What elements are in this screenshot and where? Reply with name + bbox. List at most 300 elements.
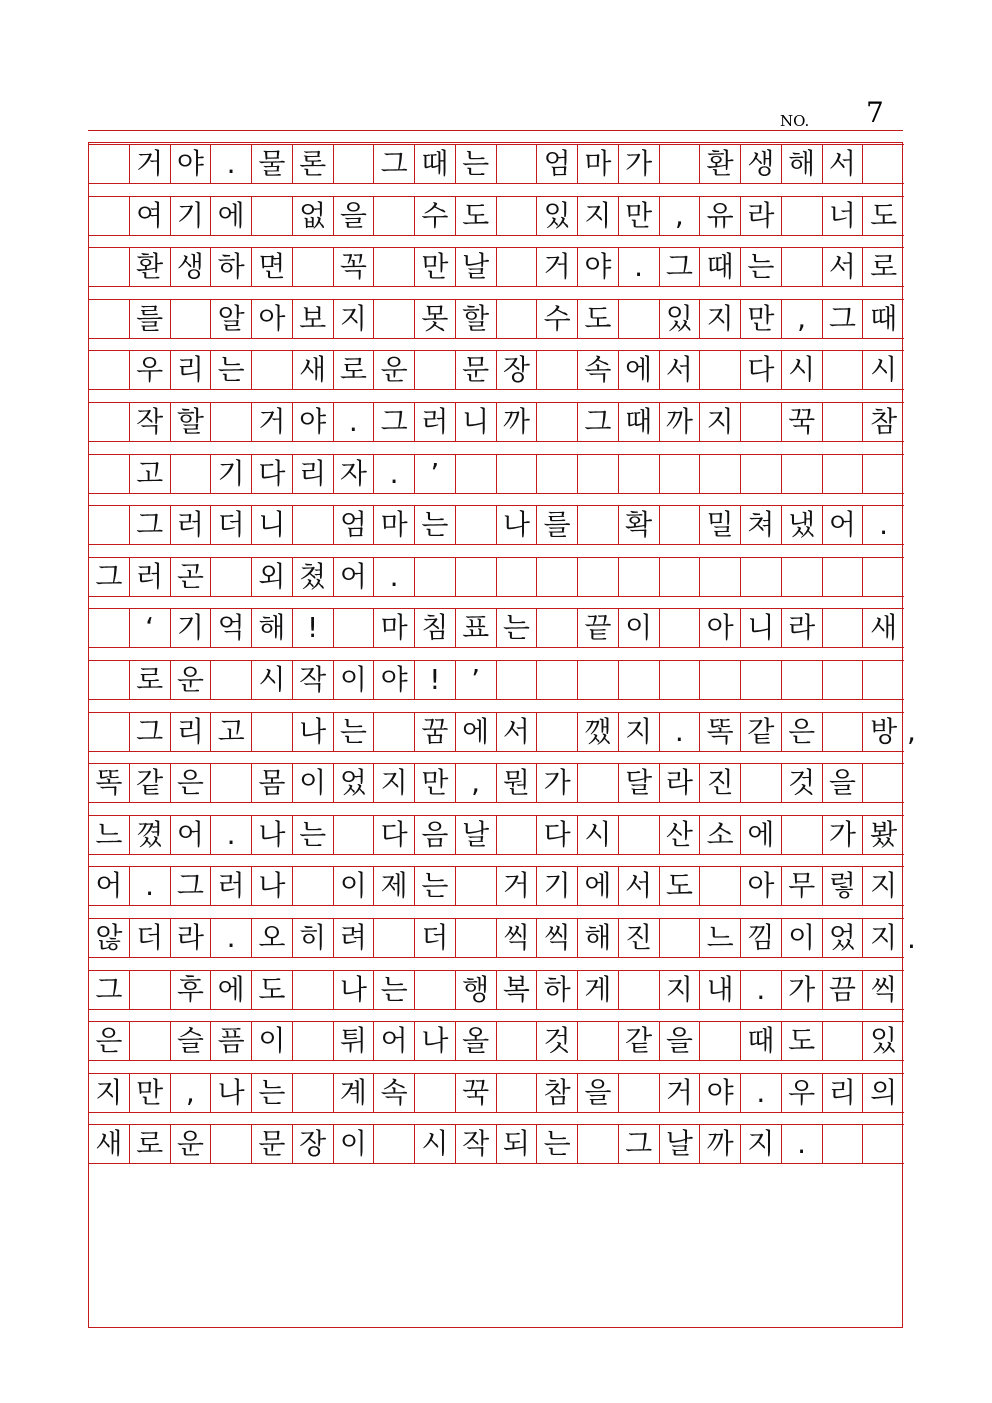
manuscript-cell: 새 (89, 1125, 130, 1163)
manuscript-cell: 만 (415, 248, 456, 286)
manuscript-cell: 우 (782, 1074, 823, 1112)
manuscript-cell: 깼 (578, 713, 619, 751)
manuscript-row (89, 763, 904, 803)
manuscript-row (89, 196, 904, 236)
manuscript-cell: 쳐 (741, 506, 782, 544)
manuscript-cell: 그 (823, 300, 864, 338)
manuscript-cell: 유 (700, 197, 741, 235)
manuscript-cell: 다 (374, 816, 415, 854)
manuscript-cell (456, 558, 497, 596)
manuscript-cell: 후 (171, 971, 212, 1009)
manuscript-cell: 장 (497, 351, 538, 389)
manuscript-cell (823, 351, 864, 389)
manuscript-cell: 진 (619, 919, 660, 957)
manuscript-cell: 다 (741, 351, 782, 389)
header-rule (88, 130, 903, 131)
manuscript-cell: 이 (782, 919, 823, 957)
manuscript-cell: 을 (660, 1022, 701, 1060)
manuscript-cell (374, 248, 415, 286)
manuscript-cell: 해 (578, 919, 619, 957)
manuscript-cell: 어 (374, 1022, 415, 1060)
manuscript-cell: 씩 (537, 919, 578, 957)
manuscript-cell: 니 (741, 609, 782, 647)
manuscript-sheet (88, 142, 916, 1328)
manuscript-cell: 나 (211, 1074, 252, 1112)
manuscript-cell: 속 (578, 351, 619, 389)
manuscript-cell: 이 (252, 1022, 293, 1060)
manuscript-cell: 생 (171, 248, 212, 286)
manuscript-cell: , (171, 1074, 212, 1112)
manuscript-cell: 히 (293, 919, 334, 957)
manuscript-cell: 로 (870, 250, 898, 284)
manuscript-cell (578, 1125, 619, 1163)
manuscript-cell: 야 (578, 248, 619, 286)
manuscript-cell (497, 661, 538, 699)
manuscript-cell (823, 403, 864, 441)
manuscript-cell (374, 197, 415, 235)
manuscript-cell: 아 (741, 867, 782, 905)
manuscript-cell: 진 (700, 764, 741, 802)
manuscript-row (89, 299, 904, 339)
manuscript-cell (415, 558, 456, 596)
manuscript-cell: 그 (89, 971, 130, 1009)
manuscript-cell: 여 (130, 197, 171, 235)
manuscript-cell (374, 919, 415, 957)
manuscript-cell (823, 609, 864, 647)
manuscript-cell: 이 (334, 1125, 375, 1163)
manuscript-cell (741, 661, 782, 699)
manuscript-row (89, 505, 904, 545)
manuscript-cell: 달 (619, 764, 660, 802)
manuscript-cell: 어 (823, 506, 864, 544)
manuscript-cell: 가 (782, 971, 823, 1009)
manuscript-cell (782, 661, 823, 699)
manuscript-cell (619, 455, 660, 493)
manuscript-cell: 다 (252, 455, 293, 493)
manuscript-cell: 지 (700, 403, 741, 441)
manuscript-cell (823, 661, 864, 699)
manuscript-cell: 의 (870, 1075, 898, 1109)
manuscript-cell (89, 197, 130, 235)
manuscript-cell: 는 (497, 609, 538, 647)
manuscript-cell: 픔 (211, 1022, 252, 1060)
manuscript-cell: 수 (415, 197, 456, 235)
manuscript-cell: 은 (171, 764, 212, 802)
manuscript-cell: 거 (130, 145, 171, 183)
manuscript-cell: 이 (293, 764, 334, 802)
manuscript-cell (619, 816, 660, 854)
manuscript-cell: 시 (578, 816, 619, 854)
manuscript-cell: 리 (293, 455, 334, 493)
manuscript-cell: 수 (537, 300, 578, 338)
manuscript-cell: 슬 (171, 1022, 212, 1060)
manuscript-cell: 지 (870, 869, 898, 903)
manuscript-cell: ’ (415, 455, 456, 493)
manuscript-cell (374, 713, 415, 751)
manuscript-cell: 로 (334, 351, 375, 389)
manuscript-cell: 다 (537, 816, 578, 854)
manuscript-cell: , (660, 197, 701, 235)
manuscript-cell (89, 506, 130, 544)
manuscript-cell (211, 764, 252, 802)
manuscript-cell: 까 (700, 1125, 741, 1163)
manuscript-cell: . (334, 403, 375, 441)
manuscript-cell: . (782, 1125, 823, 1163)
manuscript-cell: 도 (456, 197, 497, 235)
manuscript-cell: 게 (578, 971, 619, 1009)
manuscript-cell: 가 (823, 816, 864, 854)
manuscript-cell: 낌 (741, 919, 782, 957)
manuscript-cell: 에 (741, 816, 782, 854)
manuscript-cell (782, 558, 823, 596)
page-number-label: NO. (780, 112, 810, 130)
manuscript-cell: 에 (456, 713, 497, 751)
manuscript-cell: 지 (89, 1074, 130, 1112)
manuscript-cell (863, 764, 904, 802)
manuscript-cell: 곤 (171, 558, 212, 596)
manuscript-cell (619, 300, 660, 338)
manuscript-cell: 지 (619, 713, 660, 751)
manuscript-cell: 만 (741, 300, 782, 338)
manuscript-cell: 그 (374, 145, 415, 183)
manuscript-cell: 러 (415, 403, 456, 441)
manuscript-cell: 지 (741, 1125, 782, 1163)
manuscript-cell (456, 867, 497, 905)
manuscript-cell: 시 (870, 353, 898, 387)
manuscript-cell: 내 (700, 971, 741, 1009)
manuscript-cell: 새 (870, 611, 898, 645)
manuscript-cell: 운 (171, 1125, 212, 1163)
manuscript-cell: . (130, 867, 171, 905)
manuscript-cell: 라 (660, 764, 701, 802)
manuscript-row (89, 1021, 904, 1061)
manuscript-cell: 가 (619, 145, 660, 183)
manuscript-cell: 어 (89, 867, 130, 905)
manuscript-cell (660, 506, 701, 544)
manuscript-cell (89, 351, 130, 389)
manuscript-cell: 운 (374, 351, 415, 389)
manuscript-cell: 러 (130, 558, 171, 596)
manuscript-cell (252, 713, 293, 751)
manuscript-cell (823, 1022, 864, 1060)
manuscript-cell: 못 (415, 300, 456, 338)
manuscript-cell: 리 (823, 1074, 864, 1112)
manuscript-cell: 만 (130, 1074, 171, 1112)
manuscript-cell: 똑 (89, 764, 130, 802)
manuscript-row (89, 866, 904, 906)
manuscript-cell (497, 558, 538, 596)
manuscript-cell: 서 (823, 248, 864, 286)
manuscript-cell: 에 (211, 971, 252, 1009)
manuscript-cell (497, 197, 538, 235)
manuscript-cell: 침 (415, 609, 456, 647)
manuscript-cell: 도 (870, 198, 898, 232)
manuscript-cell: 서 (619, 867, 660, 905)
manuscript-cell (497, 1074, 538, 1112)
manuscript-cell: 니 (456, 403, 497, 441)
manuscript-cell (537, 455, 578, 493)
manuscript-cell: 나 (497, 506, 538, 544)
manuscript-cell: 꾹 (782, 403, 823, 441)
manuscript-cell (537, 403, 578, 441)
manuscript-cell: 것 (782, 764, 823, 802)
manuscript-cell (456, 506, 497, 544)
manuscript-cell: . (211, 145, 252, 183)
manuscript-cell: 이 (619, 609, 660, 647)
manuscript-cell (211, 1125, 252, 1163)
manuscript-cell: 운 (171, 661, 212, 699)
manuscript-cell: 야 (374, 661, 415, 699)
manuscript-cell: 도 (252, 971, 293, 1009)
manuscript-cell (619, 558, 660, 596)
manuscript-cell (415, 351, 456, 389)
manuscript-cell: 산 (660, 816, 701, 854)
manuscript-cell (497, 1022, 538, 1060)
manuscript-cell: 것 (537, 1022, 578, 1060)
manuscript-cell: 아 (700, 609, 741, 647)
manuscript-row (89, 402, 904, 442)
manuscript-cell: . (211, 816, 252, 854)
manuscript-cell: 너 (823, 197, 864, 235)
manuscript-cell: 우 (130, 351, 171, 389)
manuscript-cell (741, 558, 782, 596)
manuscript-cell: 는 (415, 506, 456, 544)
manuscript-cell (619, 971, 660, 1009)
manuscript-cell (211, 403, 252, 441)
manuscript-cell: 그 (171, 867, 212, 905)
manuscript-cell: 올 (456, 1022, 497, 1060)
manuscript-cell: 나 (293, 713, 334, 751)
manuscript-cell (782, 248, 823, 286)
manuscript-cell: 뭔 (497, 764, 538, 802)
manuscript-cell: 제 (374, 867, 415, 905)
manuscript-cell: ! (415, 661, 456, 699)
manuscript-cell (211, 558, 252, 596)
manuscript-cell (293, 1022, 334, 1060)
manuscript-cell (823, 713, 864, 751)
manuscript-cell: 있 (537, 197, 578, 235)
manuscript-cell: 때 (415, 145, 456, 183)
manuscript-cell: 더 (415, 919, 456, 957)
manuscript-cell: 지 (334, 300, 375, 338)
manuscript-cell: 지 (578, 197, 619, 235)
manuscript-cell (578, 455, 619, 493)
manuscript-cell (89, 661, 130, 699)
manuscript-cell: 꾹 (456, 1074, 497, 1112)
manuscript-cell: . (741, 971, 782, 1009)
manuscript-cell: 시 (782, 351, 823, 389)
manuscript-cell: 쳤 (293, 558, 334, 596)
manuscript-cell: 로 (130, 661, 171, 699)
manuscript-cell: 기 (171, 197, 212, 235)
manuscript-cell (89, 300, 130, 338)
manuscript-cell: 서 (660, 351, 701, 389)
manuscript-cell: 서 (497, 713, 538, 751)
manuscript-cell: 러 (211, 867, 252, 905)
manuscript-cell (171, 455, 212, 493)
page-number-value: 7 (866, 96, 884, 129)
manuscript-cell: 기 (537, 867, 578, 905)
manuscript-cell: 되 (497, 1125, 538, 1163)
manuscript-cell: . (374, 558, 415, 596)
manuscript-cell: 론 (293, 145, 334, 183)
manuscript-cell (700, 558, 741, 596)
manuscript-cell (252, 351, 293, 389)
manuscript-cell: 렇 (823, 867, 864, 905)
manuscript-cell: 은 (89, 1022, 130, 1060)
manuscript-cell: 느 (89, 816, 130, 854)
manuscript-cell: 자 (334, 455, 375, 493)
manuscript-cell: 시 (252, 661, 293, 699)
manuscript-cell: 거 (660, 1074, 701, 1112)
manuscript-cell: 같 (741, 713, 782, 751)
manuscript-cell: 거 (252, 403, 293, 441)
manuscript-cell (456, 455, 497, 493)
manuscript-row (89, 660, 904, 700)
manuscript-cell (497, 816, 538, 854)
manuscript-cell (578, 558, 619, 596)
manuscript-cell (171, 300, 212, 338)
manuscript-cell: 만 (619, 197, 660, 235)
manuscript-cell (660, 455, 701, 493)
manuscript-cell (823, 1125, 864, 1163)
manuscript-cell: 참 (537, 1074, 578, 1112)
manuscript-cell: 은 (782, 713, 823, 751)
manuscript-cell: 는 (211, 351, 252, 389)
manuscript-cell (89, 403, 130, 441)
manuscript-cell: 냈 (782, 506, 823, 544)
manuscript-cell: . (660, 713, 701, 751)
manuscript-cell: 야 (700, 1074, 741, 1112)
manuscript-cell (741, 764, 782, 802)
manuscript-cell (293, 506, 334, 544)
manuscript-cell: 는 (252, 1074, 293, 1112)
manuscript-cell: 는 (334, 713, 375, 751)
manuscript-cell: 시 (415, 1125, 456, 1163)
manuscript-cell (660, 661, 701, 699)
manuscript-cell: 려 (334, 919, 375, 957)
manuscript-cell: . (879, 508, 889, 542)
manuscript-cell: 하 (211, 248, 252, 286)
manuscript-cell (782, 197, 823, 235)
manuscript-cell: 니 (252, 506, 293, 544)
manuscript-cell: 라 (741, 197, 782, 235)
manuscript-cell: 문 (456, 351, 497, 389)
manuscript-cell: 봤 (870, 817, 898, 851)
manuscript-cell: 문 (252, 1125, 293, 1163)
manuscript-cell (293, 971, 334, 1009)
manuscript-cell (537, 661, 578, 699)
manuscript-cell: 까 (497, 403, 538, 441)
manuscript-cell: 까 (660, 403, 701, 441)
manuscript-cell: 느 (700, 919, 741, 957)
manuscript-cell: 똑 (700, 713, 741, 751)
manuscript-cell (497, 145, 538, 183)
manuscript-cell (497, 300, 538, 338)
manuscript-cell (89, 713, 130, 751)
manuscript-cell (660, 919, 701, 957)
manuscript-cell: 지 (660, 971, 701, 1009)
manuscript-row (89, 918, 904, 958)
manuscript-cell (863, 145, 904, 183)
manuscript-cell: 마 (578, 145, 619, 183)
manuscript-cell: 참 (870, 405, 898, 438)
manuscript-cell: 그 (130, 506, 171, 544)
manuscript-cell (293, 248, 334, 286)
manuscript-cell: 었 (334, 764, 375, 802)
manuscript-cell (89, 455, 130, 493)
manuscript-cell (415, 971, 456, 1009)
manuscript-row (89, 1124, 904, 1164)
manuscript-cell (334, 145, 375, 183)
margin-punctuation: , (907, 715, 916, 749)
manuscript-cell: . (619, 248, 660, 286)
manuscript-cell (700, 455, 741, 493)
manuscript-cell: 때 (619, 403, 660, 441)
manuscript-cell (863, 661, 904, 699)
manuscript-cell: 도 (782, 1022, 823, 1060)
manuscript-cell: 그 (578, 403, 619, 441)
manuscript-cell: 리 (171, 351, 212, 389)
manuscript-cell: 는 (537, 1125, 578, 1163)
manuscript-cell: 않 (89, 919, 130, 957)
manuscript-row (89, 608, 904, 648)
manuscript-cell (578, 764, 619, 802)
manuscript-cell: 라 (782, 609, 823, 647)
manuscript-cell: 었 (823, 919, 864, 957)
manuscript-cell: 마 (374, 609, 415, 647)
manuscript-cell (130, 1022, 171, 1060)
manuscript-cell (211, 661, 252, 699)
manuscript-cell (660, 609, 701, 647)
manuscript-cell (130, 971, 171, 1009)
manuscript-row (89, 350, 904, 390)
manuscript-row (89, 1073, 904, 1113)
manuscript-cell: 끝 (578, 609, 619, 647)
manuscript-cell: . (211, 919, 252, 957)
manuscript-cell: 환 (130, 248, 171, 286)
manuscript-cell: 지 (374, 764, 415, 802)
manuscript-cell (89, 609, 130, 647)
manuscript-cell: 엄 (537, 145, 578, 183)
manuscript-cell: 어 (171, 816, 212, 854)
manuscript-cell: 고 (130, 455, 171, 493)
manuscript-cell (456, 919, 497, 957)
manuscript-cell: 러 (171, 506, 212, 544)
manuscript-cell: 나 (252, 867, 293, 905)
manuscript-cell: 마 (374, 506, 415, 544)
manuscript-cell: 해 (782, 145, 823, 183)
manuscript-cell (863, 1125, 904, 1163)
manuscript-cell: 라 (171, 919, 212, 957)
manuscript-row (89, 712, 904, 752)
manuscript-cell: 없 (293, 197, 334, 235)
manuscript-cell (537, 351, 578, 389)
manuscript-cell (823, 455, 864, 493)
manuscript-cell: 면 (252, 248, 293, 286)
manuscript-cell: 무 (782, 867, 823, 905)
manuscript-cell: 해 (252, 609, 293, 647)
manuscript-cell (782, 455, 823, 493)
manuscript-cell: 때 (700, 248, 741, 286)
manuscript-cell: 장 (293, 1125, 334, 1163)
manuscript-cell: 같 (130, 764, 171, 802)
manuscript-cell: 기 (211, 455, 252, 493)
manuscript-cell (374, 300, 415, 338)
manuscript-cell: 씩 (870, 972, 898, 1006)
manuscript-row (89, 144, 904, 184)
manuscript-cell: 있 (660, 300, 701, 338)
